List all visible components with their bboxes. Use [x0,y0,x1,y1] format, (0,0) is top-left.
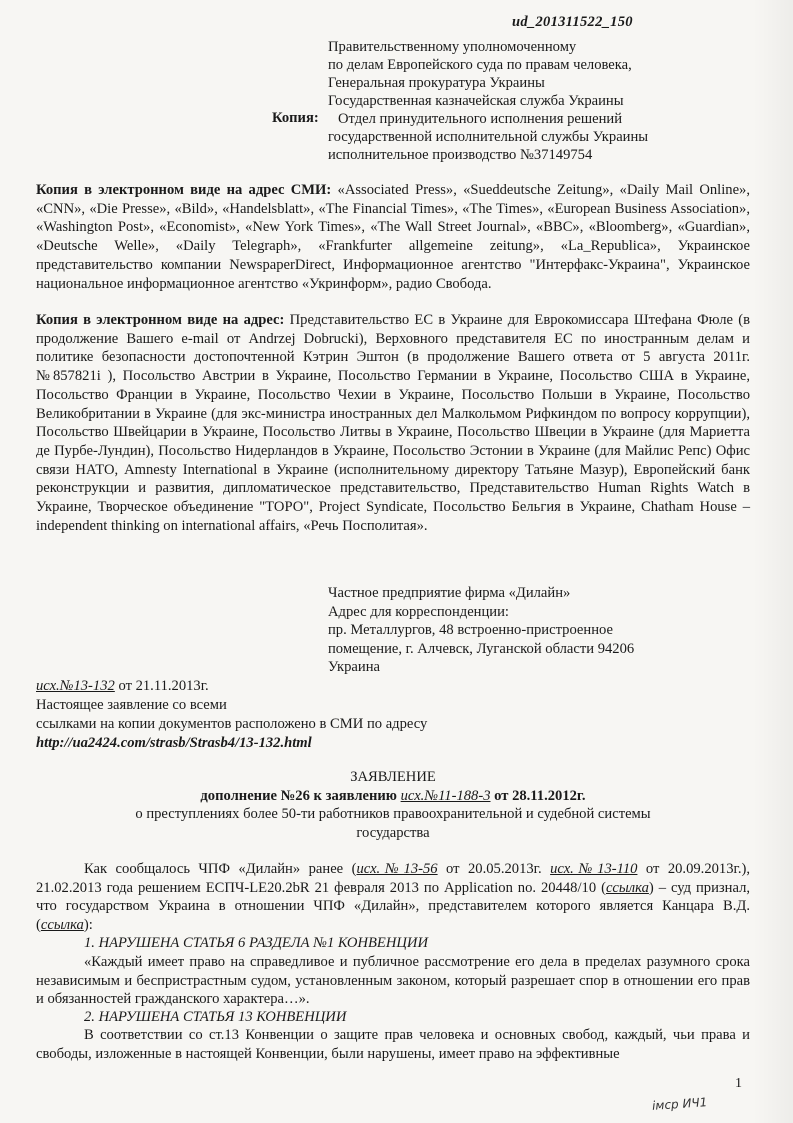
ref-link[interactable]: ссылка [605,879,649,896]
electronic-copy-text: Представительство ЕС в Украине для Еврокомиссара Штефана Фюле (в продолжение Вашего e-mail от Andrzej Dobrucki), Верховного представителя ЕС по иностранным делам и политике безопасности достопочтенной Кэтрин Эштон (в продолжение Вашего ответа от 5 августа 2011г. №857821i ), Посольство Австрии в Украине, Посольство Германии в Украине, Посольство США в Украине, Посольство Франции в Украине, Посольство Чехии в Украине, Посольство Польши в Украине, Посольство Великобритании в Украине (для экс-министра иностранных дел Малкольмом Рифкиндом по вопросу коррупции), Посольство Швейцарии в Украине, Посольство Литвы в Украине, Посольство Швеции в Украине (для Мариетта де Пурбе-Лундин), Посольство Нидерландов в Украине, Посольство Эстонии в Украине (для Майлис Репс) Офис связи НАТО, Amnesty International в Украине (исполнительному директору Татьяне Мазур), Европейский банк реконструкции и развития, дипломатическое представительство, Представительство Human Rights Watch в Украине, Творческое объединение "ТОРО", Project Syndicate, Посольство Бельгия в Украине, Chatham House – independent thinking on international affairs, «Речь Посполитая». [36,312,750,534]
sender-line: Адрес для корреспонденции: [328,603,509,620]
statement-subject: государства [356,824,430,841]
statement-ref-link[interactable]: исх.№11-188-3 [400,787,491,804]
copy-line: Отдел принудительного исполнения решений [338,111,623,127]
statement-heading: ЗАЯВЛЕНИЕ [350,769,436,785]
recipient-line: Государственная казначейская служба Украины [328,93,624,109]
outgoing-note: ссылками на копии документов расположено в СМИ по адресу [36,716,428,732]
outgoing-date: от 21.11.2013г. [114,678,209,694]
scan-edge-shadow [753,0,793,1123]
statement-subject: о преступлениях более 50-ти работников правоохранительной и судебной системы [135,806,651,823]
media-copy-paragraph [36,181,750,293]
ref-link[interactable]: исх.№13-110 [550,861,638,877]
statement-subheading: дополнение №26 к заявлению исх.№11-188-3 от 28.11.2012г. [200,787,586,804]
ref-link[interactable]: ссылка [40,916,84,933]
section-1-text: «Каждый имеет право на справедливое и публичное рассмотрение его дела в пределах разумного срока независимым и беспристрастным судом, установленным законом, который разрешает спор в отношении его прав и обязанностей гражданского характера…». [36,954,750,1008]
outgoing-note: Настоящее заявление со всеми [36,697,227,713]
media-copy-label: Копия в электронном виде на адрес СМИ: [36,182,332,198]
copy-label: Копия: [272,110,319,126]
recipient-line: Генеральная прокуратура Украины [328,75,545,91]
section-2-text: В соответствии со ст.13 Конвенции о защите прав человека и основных свобод, каждый, чьи права и свободы, изложенные в настоящей Конвенции, были нарушены, имеет право на эффективные [36,1027,750,1062]
body-paragraph-1: Как сообщалось ЧПФ «Дилайн» ранее (исх.№13-56 от 20.05.2013г. исх.№13-110 от 20.09.2013г.), 21.02.2013 года решением ЕСПЧ-LE20.2bR 21 февраля 2013 по Application no. 20448/10 (ссылка) – суд признал, что государством Украина в отношении ЧПФ «Дилайн», представителем которого является Канцара В.Д. (ссылка): [36,861,751,933]
sender-line: помещение, г. Алчевск, Луганской области 94206 [328,640,635,657]
recipients-block [328,38,758,110]
ref-link[interactable]: исх.№13-56 [356,861,438,877]
page-number: 1 [735,1076,742,1091]
copy-line: государственной исполнительной службы Украины [328,129,649,145]
electronic-copy-label: Копия в электронном виде на адрес: [36,312,285,328]
media-copy-text: «Associated Press», «Sueddeutsche Zeitung», «Daily Mail Online», «CNN», «Die Presse», «Bild», «Handelsblatt», «The Financial Times», «The Times», «European Business Association», «Washington Post», «Economist», «New York Times», «The Wall Street Journal», «BBC», «Bloomberg», «Guardian», «Deutsche Welle», «Daily Telegraph», «Frankfurter allgemeine zeitung», «La_Republica», Украинское представительство компании NewspaperDirect, Информационное агентство "Интерфакс-Украина", Украинское национальное информационное агентство «Укринформ», радио Свобода. [36,182,750,292]
outgoing-ref-link[interactable]: исх.№13-132 [36,678,115,694]
document-id: ud_201311522_150 [512,14,633,30]
outgoing-url-link[interactable]: http://ua2424.com/strasb/Strasb4/13-132.html [36,735,312,751]
handwritten-note: імср ИЧ1 [651,1095,708,1113]
sender-block [328,584,748,677]
recipient-line: Правительственному уполномоченному [328,39,577,55]
section-1-title: 1. НАРУШЕНА СТАТЬЯ 6 РАЗДЕЛА №1 КОНВЕНЦИИ [84,935,428,951]
copy-line: исполнительное производство №37149754 [328,147,593,163]
sender-line: Частное предприятие фирма «Дилайн» [328,585,571,601]
recipient-line: по делам Европейского суда по правам человека, [328,57,632,73]
statement-title [36,768,750,842]
copy-block [328,110,758,164]
outgoing-block [36,677,536,753]
sender-line: пр. Металлургов, 48 встроенно-пристроенное [328,622,613,639]
electronic-copy-paragraph [36,311,750,535]
sender-line: Украина [328,659,381,676]
section-2-title: 2. НАРУШЕНА СТАТЬЯ 13 КОНВЕНЦИИ [84,1009,347,1025]
